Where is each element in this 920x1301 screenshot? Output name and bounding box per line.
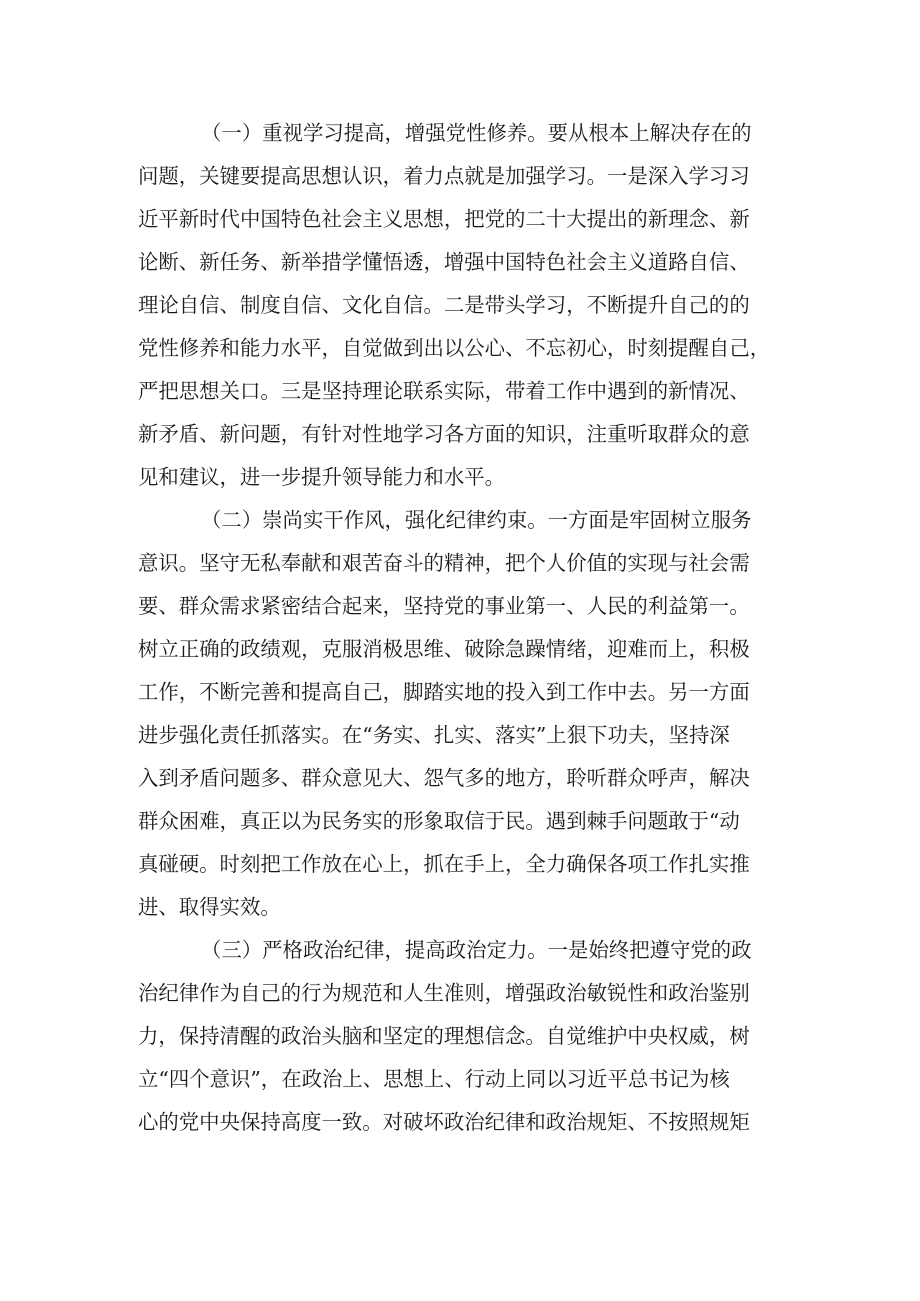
text-line: 要、群众需求紧密结合起来，坚持党的事业第一、人民的利益第一。 (138, 594, 750, 618)
text-line: 严把思想关口。三是坚持理论联系实际，带着工作中遇到的新情况、 (138, 379, 750, 403)
paragraph-section-1 (138, 112, 806, 499)
text-line: 进、取得实效。 (138, 895, 281, 919)
text-line: （一）重视学习提高，增强党性修养。要从根本上解决存在的 (201, 121, 752, 145)
text-line: 心的党中央保持高度一致。对破坏政治纪律和政治规矩、不按照规矩 (138, 1110, 750, 1134)
text-line: 新矛盾、新问题，有针对性地学习各方面的知识，注重听取群众的意 (138, 422, 750, 446)
text-line: 近平新时代中国特色社会主义思想，把党的二十大提出的新理念、新 (138, 207, 750, 231)
text-line: 论断、新任务、新举措学懂悟透，增强中国特色社会主义道路自信、 (138, 250, 750, 274)
text-line: 立“四个意识”，在政治上、思想上、行动上同以习近平总书记为核 (138, 1067, 730, 1091)
text-line: 理论自信、制度自信、文化自信。二是带头学习，不断提升自己的的 (138, 293, 750, 317)
text-line: （三）严格政治纪律，提高政治定力。一是始终把遵守党的政 (201, 938, 752, 962)
text-line: 进步强化责任抓落实。在“务实、扎实、落实”上狠下功夫，坚持深 (138, 723, 730, 747)
text-line: 意识。坚守无私奉献和艰苦奋斗的精神，把个人价值的实现与社会需 (138, 551, 750, 575)
text-line: 工作，不断完善和提高自己，脚踏实地的投入到工作中去。另一方面 (138, 680, 750, 704)
text-line: 树立正确的政绩观，克服消极思维、破除急躁情绪，迎难而上，积极 (138, 637, 750, 661)
text-line: 群众困难，真正以为民务实的形象取信于民。遇到棘手问题敢于“动 (138, 809, 740, 833)
text-line: 治纪律作为自己的行为规范和人生准则，增强政治敏锐性和政治鉴别 (138, 981, 750, 1005)
paragraph-section-3 (138, 929, 806, 1144)
text-line: 党性修养和能力水平，自觉做到出以公心、不忘初心，时刻提醒自己， (138, 336, 771, 360)
text-line: （二）崇尚实干作风，强化纪律约束。一方面是牢固树立服务 (201, 508, 752, 532)
paragraph-section-2 (138, 499, 806, 929)
document-body (138, 112, 806, 1144)
text-line: 真碰硬。时刻把工作放在心上，抓在手上，全力确保各项工作扎实推 (138, 852, 750, 876)
text-line: 见和建议，进一步提升领导能力和水平。 (138, 465, 506, 489)
text-line: 力，保持清醒的政治头脑和坚定的理想信念。自觉维护中央权威，树 (138, 1024, 750, 1048)
text-line: 问题，关键要提高思想认识，着力点就是加强学习。一是深入学习习 (138, 164, 750, 188)
text-line: 入到矛盾问题多、群众意见大、怨气多的地方，聆听群众呼声，解决 (138, 766, 750, 790)
